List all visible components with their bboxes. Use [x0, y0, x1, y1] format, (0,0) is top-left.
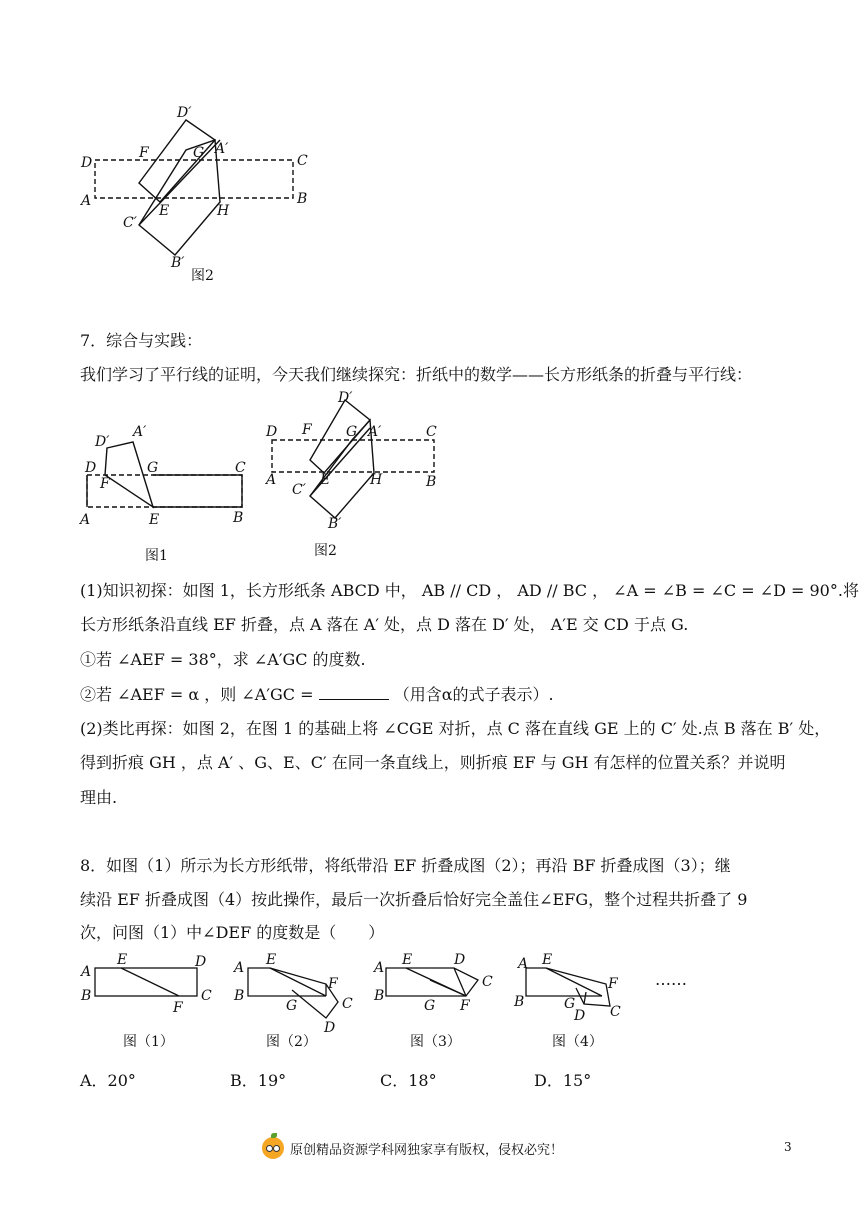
- label-E: E: [542, 952, 553, 968]
- label-F: F: [302, 422, 312, 438]
- q7-figure-2: [262, 388, 447, 563]
- q7-title: 7．综合与实践：: [80, 331, 203, 350]
- label-E: E: [266, 952, 277, 968]
- q8-figure-4: [512, 950, 652, 1055]
- label-A-prime: A′: [215, 141, 229, 157]
- label-C: C: [235, 460, 246, 476]
- label-B: B: [233, 510, 244, 526]
- label-F: F: [139, 145, 149, 161]
- label-A: A: [81, 964, 92, 980]
- q7-part1-line2: 长方形纸条沿直线 EF 折叠，点 A 落在 A′ 处，点 D 落在 D′ 处， A′E 交 CD 于点 G.: [80, 615, 689, 634]
- ellipsis: ……: [655, 970, 687, 989]
- label-C: C: [297, 153, 308, 169]
- caption-fig-4: 图（4）: [552, 1034, 603, 1050]
- label-C: C: [342, 996, 353, 1012]
- label-A: A: [518, 956, 529, 972]
- label-E: E: [159, 203, 170, 219]
- label-G: G: [286, 998, 298, 1014]
- label-A: A: [80, 512, 91, 528]
- option-d[interactable]: D．15°: [534, 1071, 592, 1090]
- label-E: E: [320, 472, 331, 488]
- q8-line3: 次，问图（1）中∠DEF 的度数是（ ）: [80, 923, 385, 942]
- top-figure: [75, 95, 335, 295]
- label-G: G: [193, 145, 205, 161]
- label-C-prime: C′: [123, 215, 137, 231]
- answer-blank[interactable]: [319, 685, 389, 700]
- q7-part1-line1: (1)知识初探：如图 1，长方形纸条 ABCD 中， AB // CD ， AD // BC ， ∠A = ∠B = ∠C = ∠D = 90°.将: [80, 581, 859, 600]
- label-D: D: [574, 1008, 586, 1024]
- label-C: C: [426, 424, 437, 440]
- label-A-prime: A′: [133, 424, 147, 440]
- q7-part2-line1: (2)类比再探：如图 2，在图 1 的基础上将 ∠CGE 对折，点 C 落在直线 GE 上的 C′ 处.点 B 落在 B′ 处，: [80, 719, 831, 738]
- page-number: 3: [784, 1140, 792, 1154]
- label-C-prime: C′: [292, 482, 306, 498]
- label-D-prime: D′: [177, 105, 192, 121]
- q7-part2-line3: 理由.: [80, 788, 118, 807]
- label-A: A: [266, 472, 277, 488]
- q8-figure-3: [370, 950, 515, 1055]
- label-D-prime: D′: [95, 434, 110, 450]
- label-E: E: [117, 952, 128, 968]
- label-D-prime: D′: [338, 390, 353, 406]
- label-D: D: [324, 1020, 336, 1036]
- option-a[interactable]: A．20°: [80, 1071, 136, 1090]
- caption-fig-3: 图（3）: [410, 1034, 461, 1050]
- option-c[interactable]: C．18°: [380, 1071, 437, 1090]
- label-B: B: [374, 988, 385, 1004]
- footer: [262, 1137, 563, 1159]
- label-B: B: [426, 474, 437, 490]
- q7-figure-1: [75, 420, 260, 565]
- q7-intro: 我们学习了平行线的证明，今天我们继续探究：折纸中的数学——长方形纸条的折叠与平行线：: [80, 365, 753, 384]
- label-G: G: [346, 424, 358, 440]
- label-C: C: [610, 1004, 621, 1020]
- q8-line2: 续沿 EF 折叠成图（4）按此操作，最后一次折叠后恰好完全盖住∠EFG，整个过程共折叠了 9: [80, 890, 748, 909]
- label-G: G: [424, 998, 436, 1014]
- q7-question-2: [80, 682, 554, 705]
- label-E: E: [149, 512, 160, 528]
- label-A: A: [374, 960, 385, 976]
- label-B-prime: B′: [171, 255, 185, 271]
- q7-part2-line2: 得到折痕 GH ，点 A′ 、G、E、C′ 在同一条直线上，则折痕 EF 与 GH 有怎样的位置关系？并说明: [80, 753, 786, 772]
- caption-fig1: 图1: [145, 548, 168, 564]
- label-F: F: [460, 998, 470, 1014]
- label-D: D: [85, 460, 97, 476]
- label-A: A: [234, 960, 245, 976]
- label-C: C: [482, 974, 493, 990]
- label-B: B: [234, 988, 245, 1004]
- caption-fig-2: 图（2）: [266, 1034, 317, 1050]
- label-B-prime: B′: [328, 516, 342, 532]
- label-F: F: [608, 976, 618, 992]
- label-C: C: [201, 988, 212, 1004]
- label-B: B: [81, 988, 92, 1004]
- label-A: A: [81, 193, 92, 209]
- q7-question-2-hint: （用含α的式子表示）.: [393, 685, 554, 704]
- caption-fig-1: 图（1）: [123, 1034, 174, 1050]
- caption-fig2-top: 图2: [191, 268, 214, 284]
- label-B: B: [297, 191, 308, 207]
- label-D: D: [266, 424, 278, 440]
- label-G: G: [147, 460, 159, 476]
- label-A-prime: A′: [368, 424, 382, 440]
- label-F: F: [328, 976, 338, 992]
- label-E: E: [402, 952, 413, 968]
- orange-logo-icon: [262, 1137, 284, 1159]
- option-b[interactable]: B．19°: [230, 1071, 287, 1090]
- q7-question-2-text: ②若 ∠AEF = α ，则 ∠A′GC =: [80, 685, 314, 704]
- label-F: F: [173, 1000, 183, 1016]
- label-H: H: [217, 203, 230, 219]
- label-B: B: [514, 994, 525, 1010]
- label-D: D: [81, 155, 93, 171]
- label-D: D: [195, 954, 207, 970]
- label-F: F: [100, 476, 110, 492]
- caption-fig2: 图2: [314, 543, 337, 559]
- label-G: G: [564, 996, 576, 1012]
- label-D: D: [454, 952, 466, 968]
- q8-line1: 8．如图（1）所示为长方形纸带，将纸带沿 EF 折叠成图（2）；再沿 BF 折叠成图（3）；继: [80, 856, 731, 875]
- label-H: H: [370, 472, 383, 488]
- q8-figure-2: [230, 950, 370, 1055]
- q8-figure-1: [75, 950, 225, 1055]
- footer-copyright: 原创精品资源学科网独家享有版权，侵权必究！: [290, 1142, 564, 1158]
- q7-question-1: ①若 ∠AEF = 38°，求 ∠A′GC 的度数.: [80, 650, 366, 669]
